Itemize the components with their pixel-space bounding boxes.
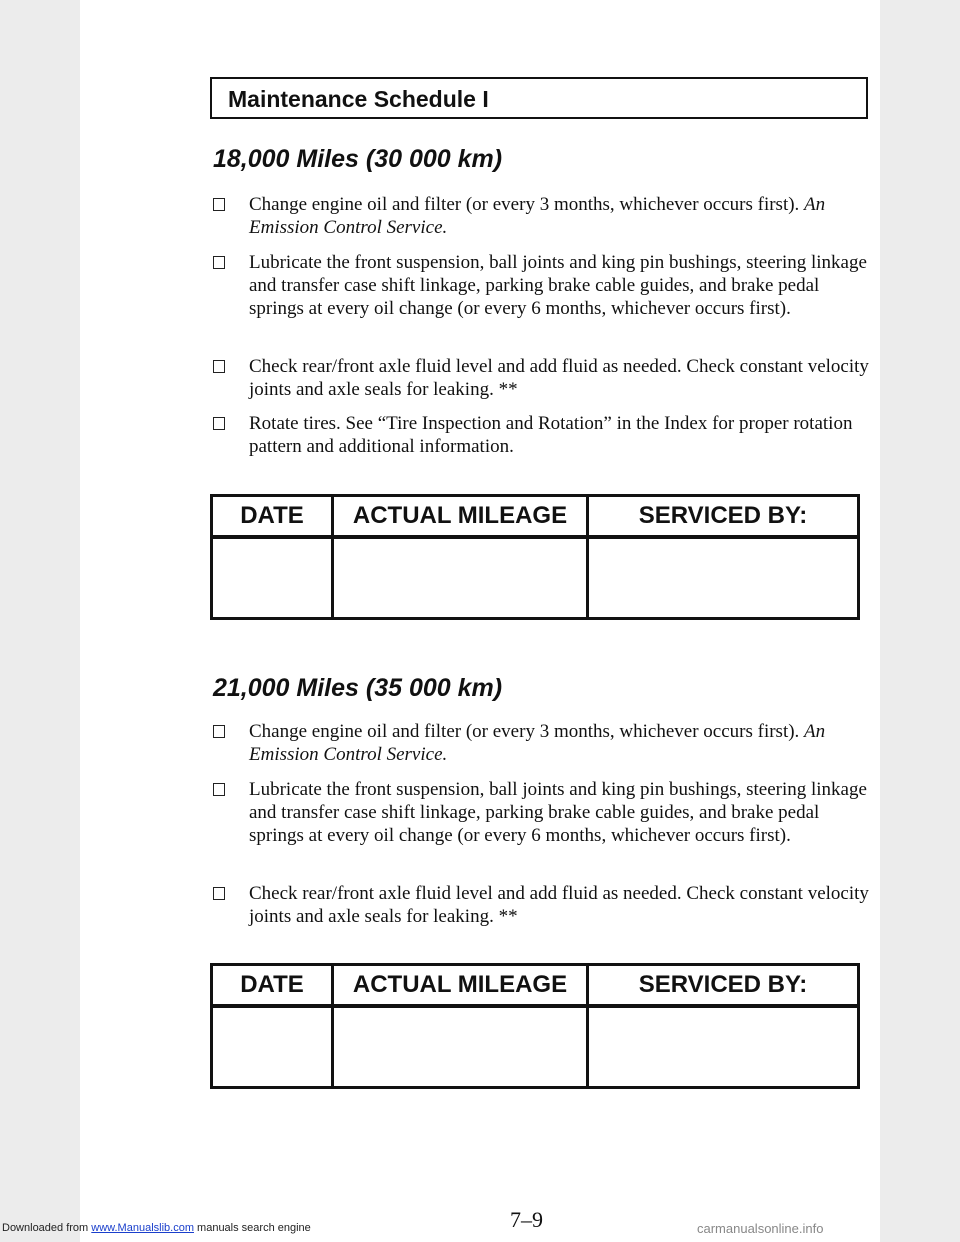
service-log-table	[210, 494, 860, 620]
footer-prefix: Downloaded from	[2, 1222, 92, 1234]
item-text: Check rear/front axle fluid level and add fluid as needed. Check constant velocity joints and axle seals for leaking. **	[249, 356, 869, 400]
download-footer	[2, 1222, 311, 1234]
item-text: Check rear/front axle fluid level and add fluid as needed. Check constant velocity joints and axle seals for leaking. **	[249, 883, 869, 927]
footer-suffix: manuals search engine	[193, 1222, 311, 1234]
section-title-18000: 18,000 Miles (30 000 km)	[213, 145, 503, 173]
mileage-cell[interactable]	[333, 1006, 588, 1088]
checkbox[interactable]	[213, 256, 225, 269]
item-text: Lubricate the front suspension, ball joints and king pin bushings, steering linkage and transfer case shift linkage, parking brake cable guides, and brake pedal springs at every oil change (or every 6 months, whichever occurs first).	[249, 779, 867, 846]
checkbox[interactable]	[213, 360, 225, 373]
watermark: carmanualsonline.info	[697, 1221, 824, 1236]
checkbox[interactable]	[213, 783, 225, 796]
column-header-serviced-by: SERVICED BY:	[588, 965, 859, 1007]
serviced-by-cell[interactable]	[588, 537, 859, 619]
serviced-by-cell[interactable]	[588, 1006, 859, 1088]
schedule-header	[210, 77, 868, 119]
date-cell[interactable]	[212, 1006, 333, 1088]
item-note: An Emission Control Service.	[249, 194, 826, 238]
item-text: Change engine oil and filter (or every 3 months, whichever occurs first).	[249, 194, 805, 215]
page-number: 7–9	[510, 1207, 543, 1232]
item-text: Rotate tires. See “Tire Inspection and Rotation” in the Index for proper rotation pattern and additional information.	[249, 413, 853, 457]
item-note: An Emission Control Service.	[249, 721, 826, 765]
column-header-date: DATE	[212, 496, 333, 538]
item-text: Change engine oil and filter (or every 3 months, whichever occurs first).	[249, 721, 805, 742]
section-title-21000: 21,000 Miles (35 000 km)	[213, 674, 503, 702]
checkbox[interactable]	[213, 887, 225, 900]
column-header-serviced-by: SERVICED BY:	[588, 496, 859, 538]
service-log-table	[210, 963, 860, 1089]
schedule-title: Maintenance Schedule I	[228, 86, 489, 112]
manualslib-link[interactable]: www.Manualslib.com	[91, 1222, 194, 1234]
date-cell[interactable]	[212, 537, 333, 619]
column-header-date: DATE	[212, 965, 333, 1007]
checkbox[interactable]	[213, 198, 225, 211]
item-text: Lubricate the front suspension, ball joints and king pin bushings, steering linkage and transfer case shift linkage, parking brake cable guides, and brake pedal springs at every oil change (or every 6 months, whichever occurs first).	[249, 252, 867, 319]
mileage-cell[interactable]	[333, 537, 588, 619]
checkbox[interactable]	[213, 417, 225, 430]
column-header-mileage: ACTUAL MILEAGE	[333, 496, 588, 538]
column-header-mileage: ACTUAL MILEAGE	[333, 965, 588, 1007]
checkbox[interactable]	[213, 725, 225, 738]
